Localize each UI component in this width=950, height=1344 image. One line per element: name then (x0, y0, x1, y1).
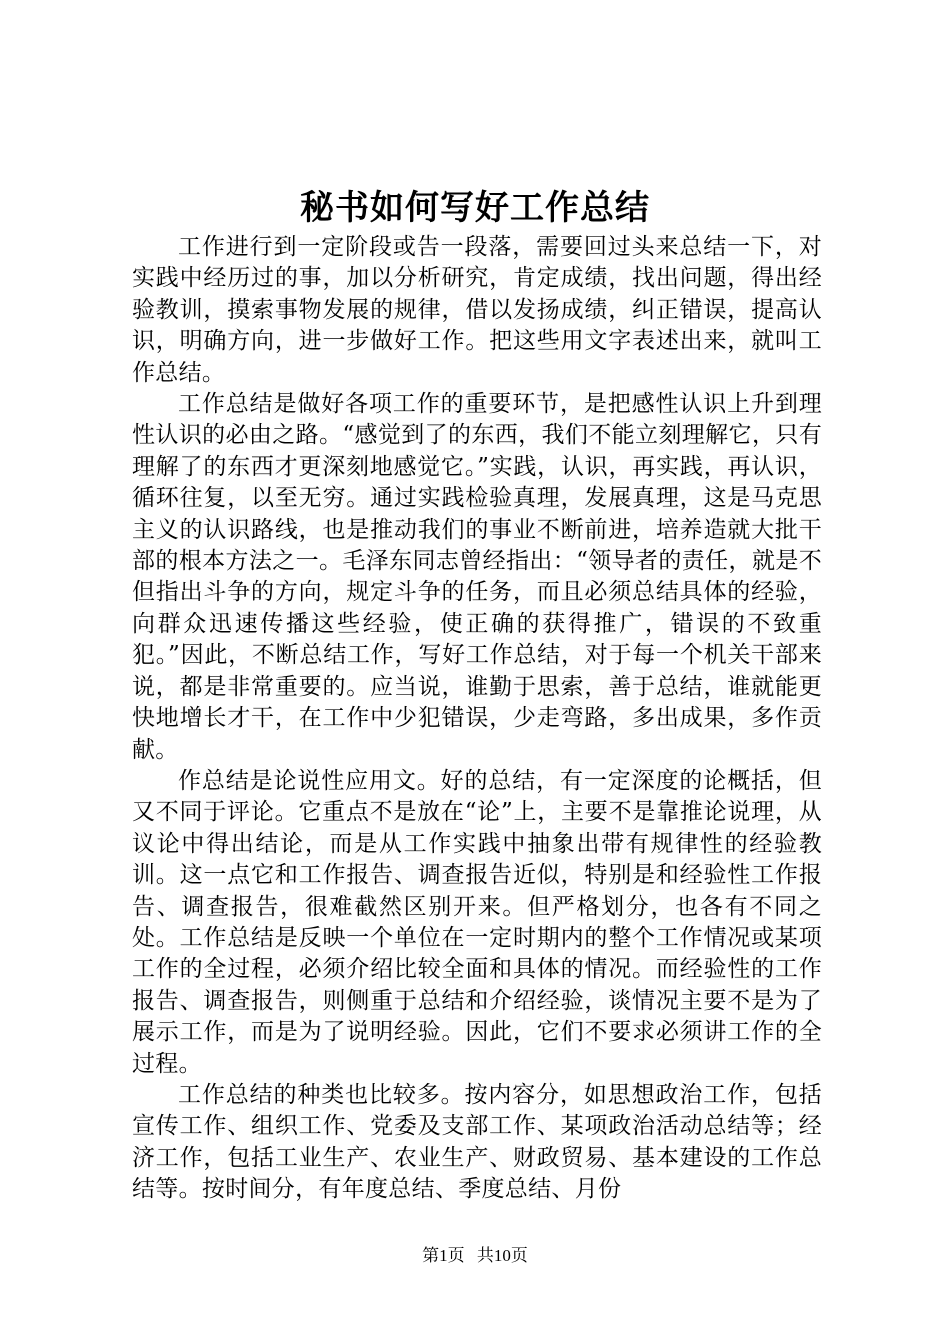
paragraph-1: 工作进行到一定阶段或告一段落，需要回过头来总结一下，对实践中经历过的事，加以分析研究，肯定成绩，找出问题，得出经验教训，摸索事物发展的规律，借以发扬成绩，纠正错误，提高认识，明确方向，进一步做好工作。把这些用文字表述出来，就叫工作总结。 (132, 234, 822, 386)
page-number: 第1页 (422, 1246, 465, 1265)
document-body (132, 232, 822, 1206)
document-title: 秘书如何写好工作总结 (300, 188, 650, 228)
page-footer (0, 1244, 950, 1268)
paragraph-2: 工作总结是做好各项工作的重要环节，是把感性认识上升到理性认识的必由之路。“感觉到了的东西，我们不能立刻理解它，只有理解了的东西才更深刻地感觉它。”实践，认识，再实践，再认识，循环往复，以至无穷。通过实践检验真理，发展真理，这是马克思主义的认识路线，也是推动我们的事业不断前进，培养造就大批干部的根本方法之一。毛泽东同志曾经指出：“领导者的责任，就是不但指出斗争的方向，规定斗争的任务，而且必须总结具体的经验，向群众迅速传播这些经验，使正确的获得推广，错误的不致重犯。”因此，不断总结工作，写好工作总结，对于每一个机关干部来说，都是非常重要的。应当说，谁勤于思索，善于总结，谁就能更快地增长才干，在工作中少犯错误，少走弯路，多出成果，多作贡献。 (132, 391, 822, 763)
page-total: 共10页 (476, 1246, 528, 1265)
paragraph-3: 作总结是论说性应用文。好的总结，有一定深度的论概括，但又不同于评论。它重点不是放在“论”上，主要不是靠推论说理，从议论中得出结论，而是从工作实践中抽象出带有规律性的经验教训。这一点它和工作报告、调查报告近似，特别是和经验性工作报告、调查报告，很难截然区别开来。但严格划分，也各有不同之处。工作总结是反映一个单位在一定时期内的整个工作情况或某项工作的全过程，必须介绍比较全面和具体的情况。而经验性的工作报告、调查报告，则侧重于总结和介绍经验，谈情况主要不是为了展示工作，而是为了说明经验。因此，它们不要求必须讲工作的全过程。 (132, 767, 822, 1077)
paragraph-4: 工作总结的种类也比较多。按内容分，如思想政治工作，包括宣传工作、组织工作、党委及支部工作、某项政治活动总结等；经济工作，包括工业生产、农业生产、财政贸易、基本建设的工作总结等。按时间分，有年度总结、季度总结、月份 (132, 1081, 822, 1203)
